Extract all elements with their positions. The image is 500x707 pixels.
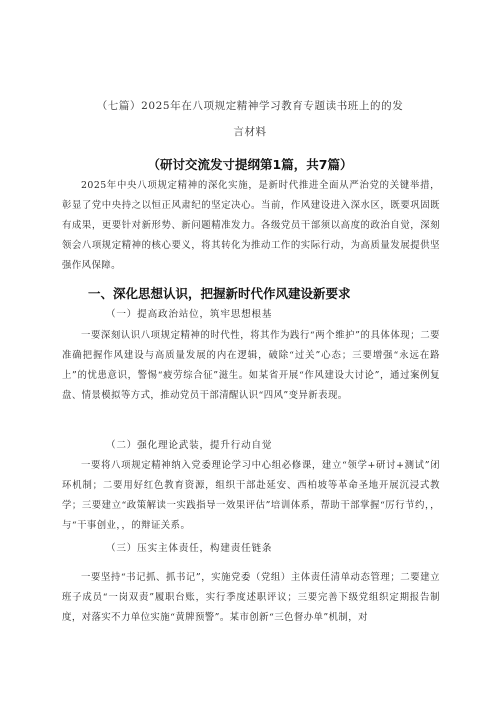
intro-paragraph: 2025年中央八项规定精神的深化实施，是新时代推进全面从严治党的关键举措，彰显了党中央持之以恒正风肃纪的坚定决心。当前，作风建设进入深水区，既要巩固既有成果，更要针对新形势、新问题精准发力。各级党员干部须以高度的政治自觉，深刻领会八项规定精神的核心要义，将其转化为推动工作的实际行动，为高质量发展提供坚强作风保障。 [62, 180, 440, 271]
subsection-2-paragraph: 一要将八项规定精神纳入党委理论学习中心组必修课，建立“领学+研讨+测试”闭环机制；二要用好红色教育资源，组织干部赴延安、西柏坡等革命圣地开展沉浸式教学；三要建立“政策解读一实践指导一效果评估”培训体系，帮助干部掌握“厉行节约，，与“干事创业，，的辩证关系。 [62, 460, 440, 531]
subsection-3-heading: （三）压实主体责任，构建责任链条 [106, 543, 273, 554]
subsection-1-heading: （一）提高政治站位，筑牢思想根基 [106, 309, 273, 320]
document-title-line-2: 言材料 [233, 126, 267, 138]
document-subtitle: （研讨交流发寸提纲第1篇，共7篇） [147, 157, 353, 172]
section-1-heading: 一、深化思想认识，把握新时代作风建设新要求 [88, 286, 351, 301]
subsection-1-paragraph: 一要深刻认识八项规定精神的时代性，将其作为践行“两个维护”的具体体现；二要准确把握作风建设与高质量发展的内在逻辑，破除“过关”心态；三要增强“永远在路上”的忧患意识，警惕“疲劳综合征”滋生。如某省开展“作风建设大讨论”，通过案例复盘、情景模拟等方式，推动党员干部清醒认识“四风”变异新表现。 [62, 330, 440, 401]
subsection-2-heading: （二）强化理论武装，提升行动自觉 [106, 440, 273, 451]
subsection-3-paragraph: 一要坚持“书记抓、抓书记”，实施党委（党组）主体责任清单动态管理；二要建立班子成员“一岗双责”履职台账，实行季度述职评议；三要完善下级党组织定期报告制度，对落实不力单位实施“黄牌预警”。某市创新“三色督办单”机制，对 [62, 572, 440, 623]
document-title-line-1: （七篇）2025年在八项规定精神学习教育专题读书班上的的发 [96, 100, 404, 112]
